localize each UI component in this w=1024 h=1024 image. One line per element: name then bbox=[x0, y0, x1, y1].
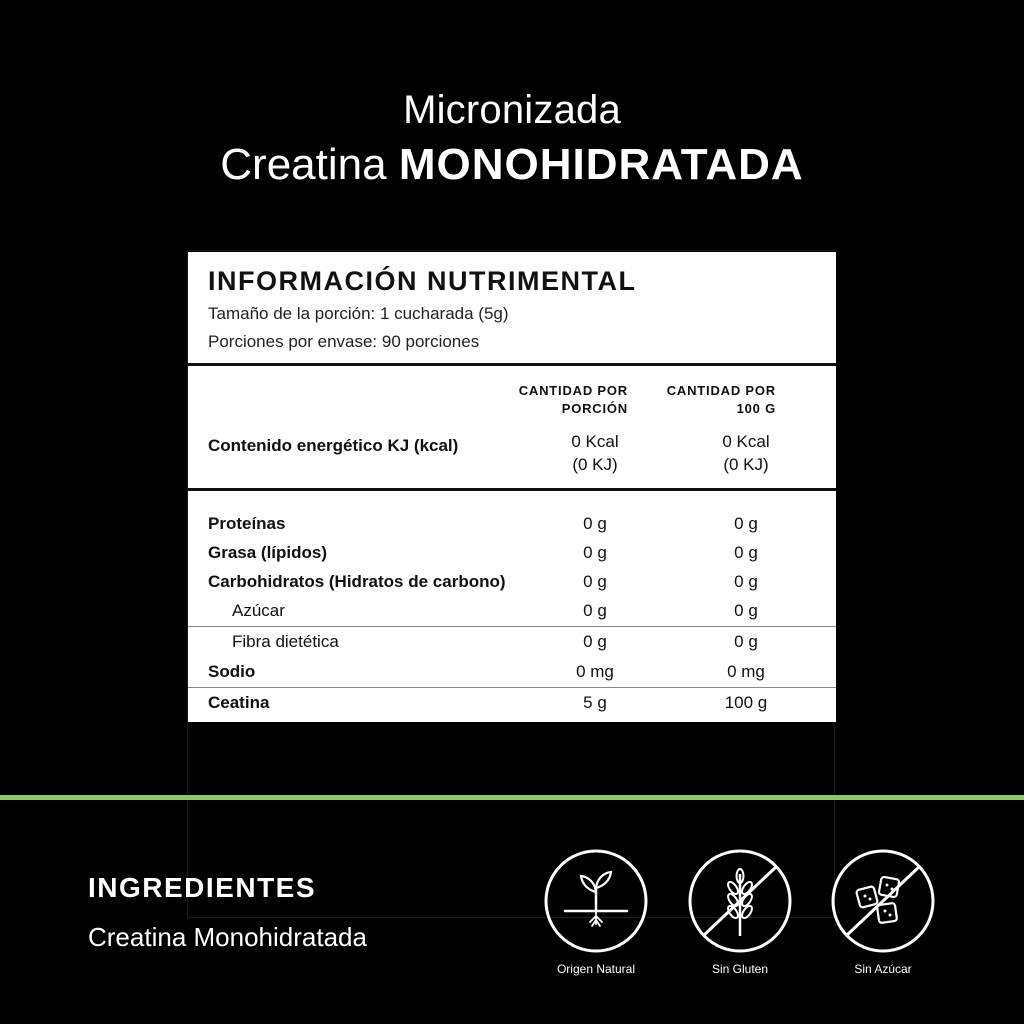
badge-sin-gluten bbox=[687, 848, 793, 954]
wheat-crossed-icon bbox=[687, 848, 793, 954]
nutrient-per-serving: 0 g bbox=[583, 632, 607, 651]
accent-divider bbox=[0, 795, 1024, 800]
badge-label-sin-azucar: Sin Azúcar bbox=[854, 962, 912, 976]
nutrient-per-100g: 0 g bbox=[734, 514, 758, 533]
nutrient-per-serving: 5 g bbox=[583, 693, 607, 712]
nutrition-panel bbox=[188, 252, 836, 722]
divider bbox=[188, 363, 836, 366]
nutrient-row-ceatina bbox=[188, 689, 836, 717]
nutrient-label: Grasa (lípidos) bbox=[208, 543, 328, 562]
nutrient-label: Carbohidratos (Hidratos de carbono) bbox=[208, 572, 506, 591]
column-header-per-100g bbox=[638, 382, 776, 418]
energy-value: 0 Kcal bbox=[571, 432, 619, 451]
product-title bbox=[0, 140, 1024, 190]
badge-label-origen-natural: Origen Natural bbox=[556, 962, 636, 976]
ingredients-title: INGREDIENTES bbox=[88, 872, 317, 903]
nutrient-per-100g: 100 g bbox=[724, 693, 768, 712]
product-title-light: Creatina bbox=[220, 140, 399, 189]
column-header-per-serving bbox=[488, 382, 628, 418]
nutrient-row-proteinas bbox=[188, 510, 836, 538]
divider bbox=[188, 687, 836, 688]
divider bbox=[188, 626, 836, 627]
product-title-bold: MONOHIDRATADA bbox=[398, 140, 804, 189]
divider bbox=[188, 488, 836, 491]
servings-per-container: Porciones por envase: 90 porciones bbox=[208, 332, 480, 351]
subtitle-micronizada: Micronizada bbox=[403, 88, 621, 132]
nutrient-row-carbohidratos bbox=[188, 568, 836, 596]
energy-per-serving bbox=[550, 430, 640, 476]
column-header-text: 100 G bbox=[736, 401, 776, 416]
nutrient-per-100g: 0 g bbox=[734, 543, 758, 562]
energy-value: (0 KJ) bbox=[572, 455, 618, 474]
column-header-text: PORCIÓN bbox=[561, 401, 628, 416]
sprout-icon bbox=[543, 848, 649, 954]
nutrient-row-sodio bbox=[188, 658, 836, 686]
nutrient-label: Proteínas bbox=[208, 514, 286, 533]
nutrient-label: Ceatina bbox=[208, 693, 270, 712]
badge-sin-azucar bbox=[830, 848, 936, 954]
ingredients-text: Creatina Monohidratada bbox=[88, 922, 367, 952]
sugar-cubes-crossed-icon bbox=[830, 848, 936, 954]
nutrient-row-grasa bbox=[188, 539, 836, 567]
badge-label-sin-gluten: Sin Gluten bbox=[711, 962, 769, 976]
badge-origen-natural bbox=[543, 848, 649, 954]
nutrient-label: Fibra dietética bbox=[232, 632, 339, 651]
nutrient-label: Azúcar bbox=[232, 601, 285, 620]
nutrient-row-fibra bbox=[188, 628, 836, 656]
energy-value: (0 KJ) bbox=[723, 455, 769, 474]
nutrient-per-serving: 0 g bbox=[583, 514, 607, 533]
nutrient-per-100g: 0 g bbox=[734, 632, 758, 651]
nutrient-per-100g: 0 g bbox=[734, 572, 758, 591]
energy-value: 0 Kcal bbox=[722, 432, 770, 451]
nutrient-per-serving: 0 mg bbox=[576, 662, 614, 681]
column-header-text: CANTIDAD POR bbox=[518, 383, 628, 398]
nutrition-title: INFORMACIÓN NUTRIMENTAL bbox=[208, 266, 637, 296]
nutrient-per-100g: 0 mg bbox=[727, 662, 765, 681]
nutrient-per-100g: 0 g bbox=[734, 601, 758, 620]
energy-label: Contenido energético KJ (kcal) bbox=[208, 436, 459, 455]
nutrient-per-serving: 0 g bbox=[583, 601, 607, 620]
nutrient-per-serving: 0 g bbox=[583, 572, 607, 591]
nutrient-per-serving: 0 g bbox=[583, 543, 607, 562]
energy-per-100g bbox=[701, 430, 791, 476]
serving-size: Tamaño de la porción: 1 cucharada (5g) bbox=[208, 304, 509, 323]
nutrient-row-azucar bbox=[188, 597, 836, 625]
nutrient-label: Sodio bbox=[208, 662, 256, 681]
column-header-text: CANTIDAD POR bbox=[666, 383, 776, 398]
